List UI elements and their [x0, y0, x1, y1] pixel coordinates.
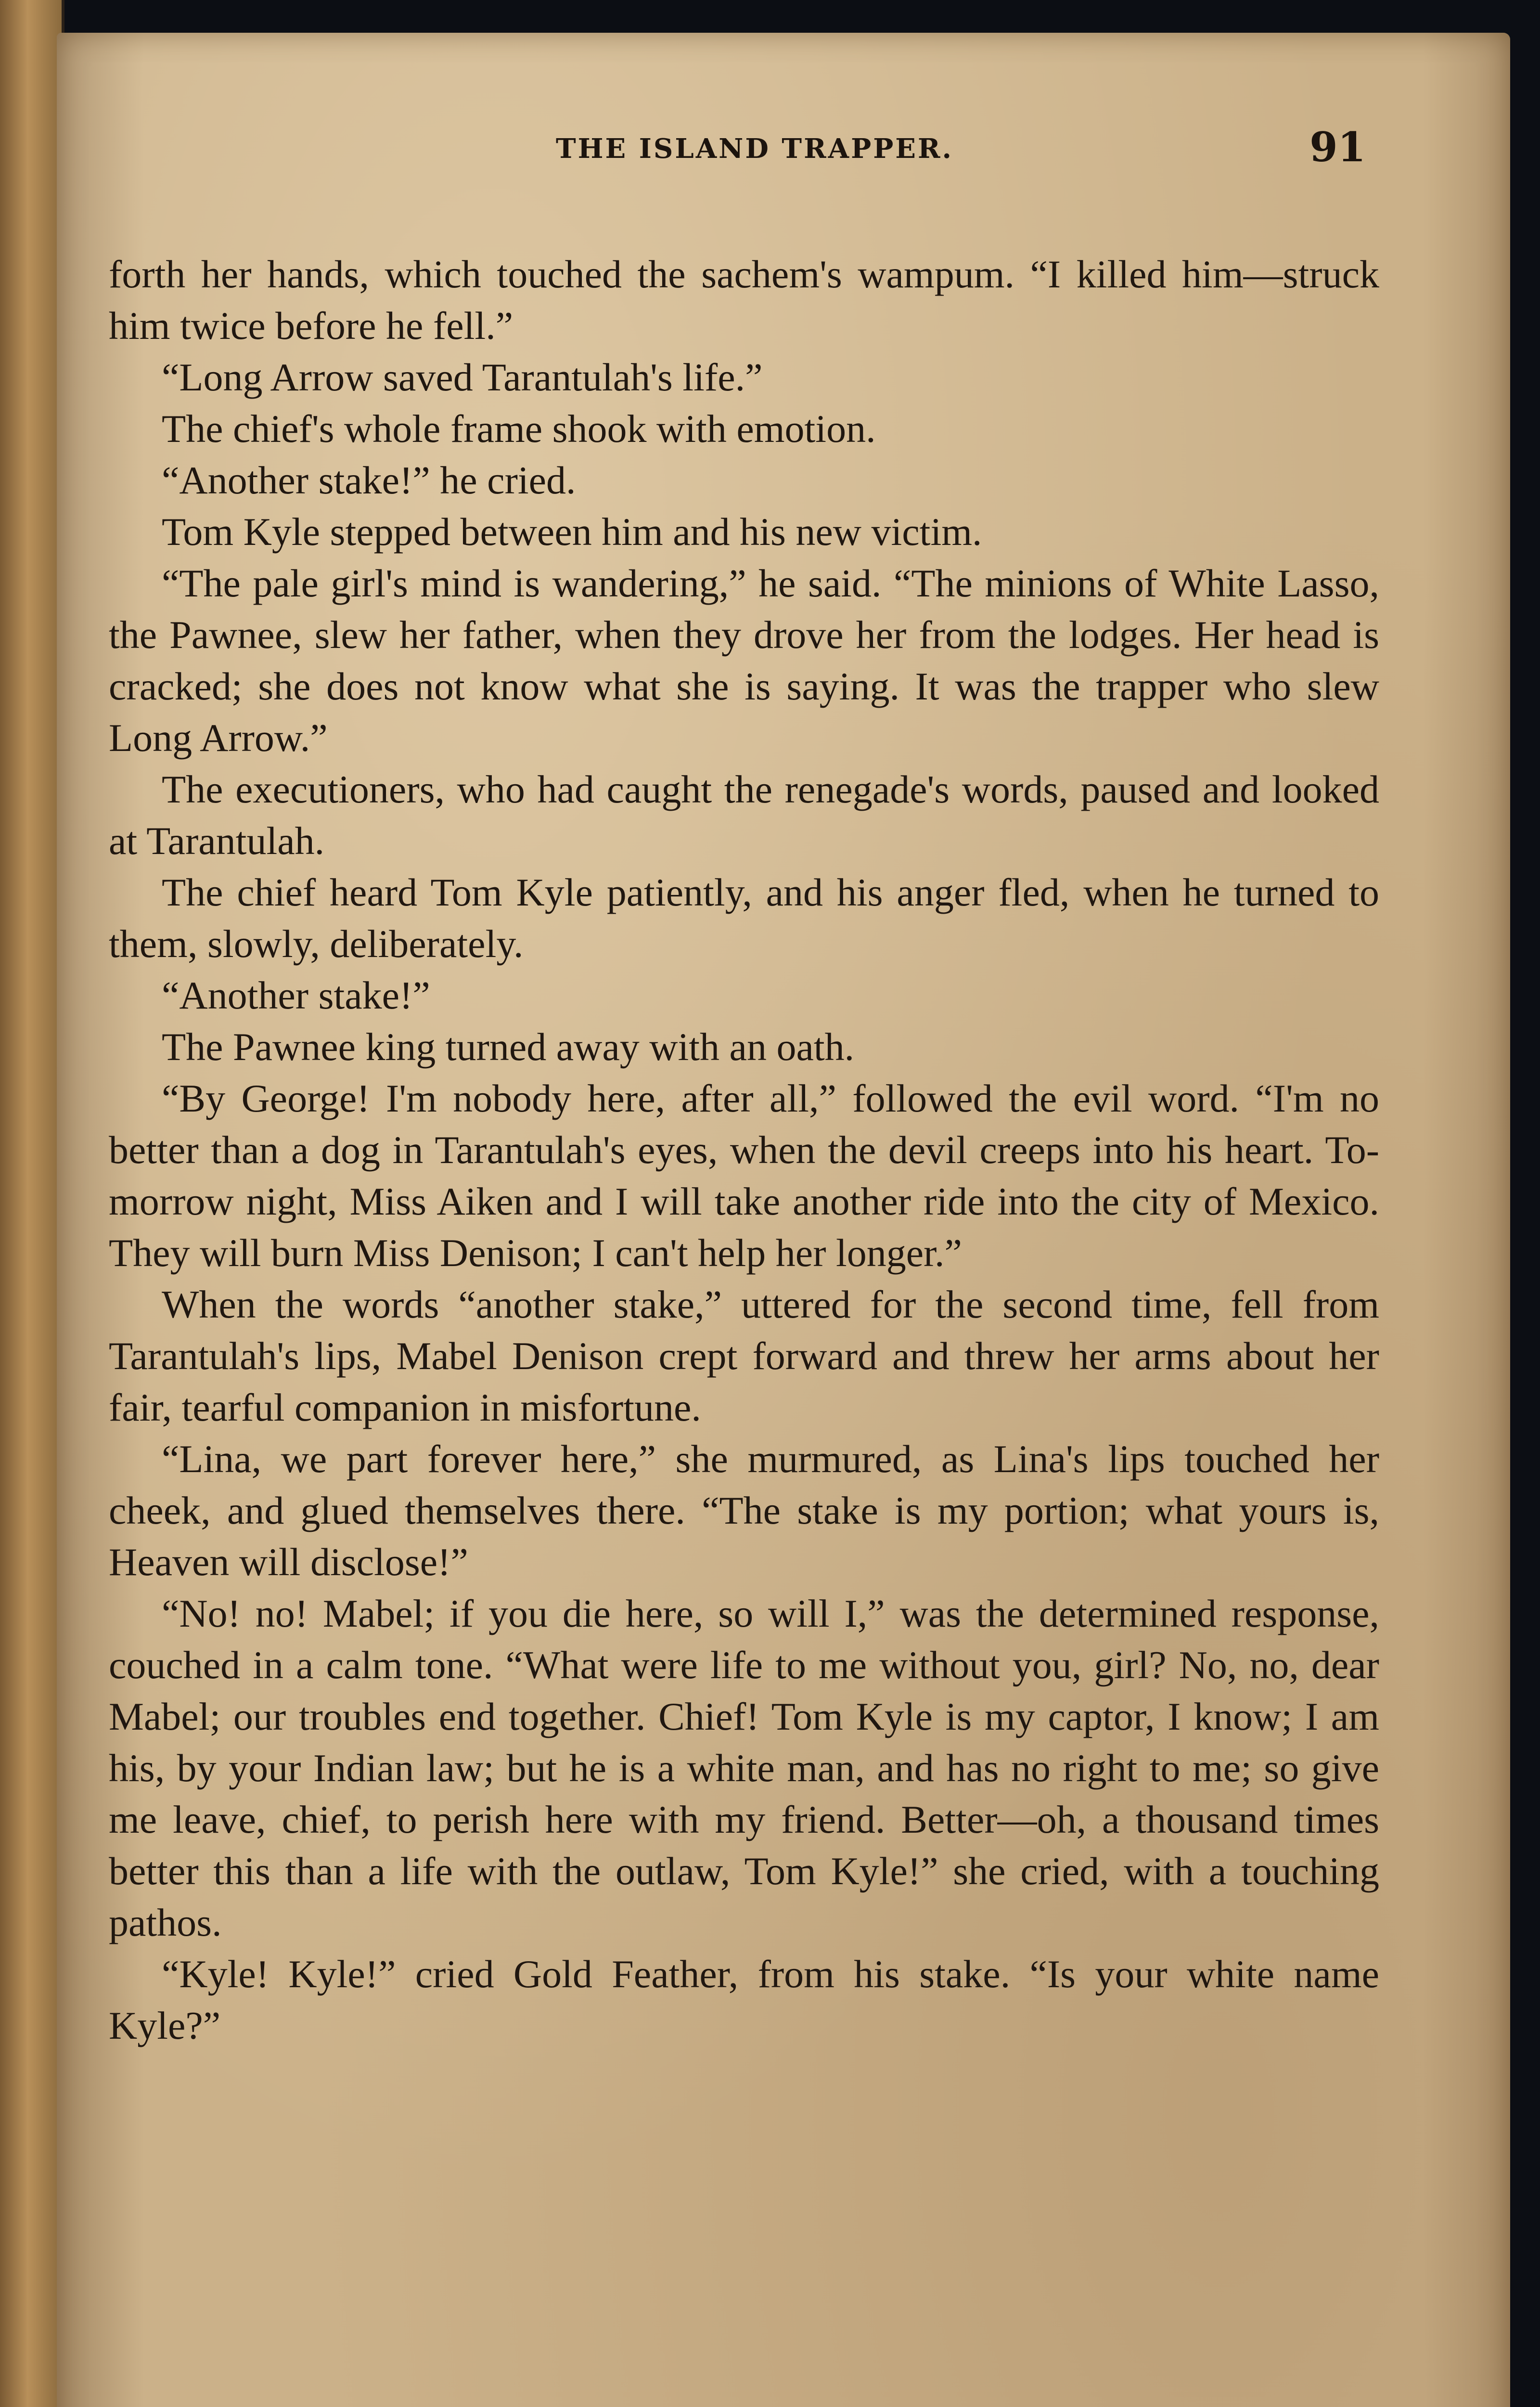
body-text — [109, 248, 1379, 2051]
paragraph: forth her hands, which touched the sachem's wampum. “I killed him—struck him twice before he fell.” — [109, 252, 1379, 348]
book-page — [57, 33, 1510, 2407]
page-number: 91 — [1309, 123, 1366, 171]
paragraph: The chief heard Tom Kyle patiently, and his anger fled, when he turned to them, slowly, deliberately. — [109, 870, 1379, 966]
paragraph: “Kyle! Kyle!” cried Gold Feather, from his stake. “Is your white name Kyle?” — [109, 1952, 1379, 2047]
running-title: THE ISLAND TRAPPER. — [555, 133, 954, 165]
paragraph: The chief's whole frame shook with emotion. — [162, 407, 876, 451]
paragraph: The Pawnee king turned away with an oath. — [162, 1025, 855, 1069]
paragraph: “By George! I'm nobody here, after all,” followed the evil word. “I'm no better than a dog in Tarantulah's eyes, when the devil creeps into his heart. To-morrow night, Miss Aiken and I will take another ride into the city of Mexico. They will burn Miss Denison; I can't help her longer.” — [109, 1076, 1379, 1275]
paragraph: “Another stake!” — [162, 973, 430, 1017]
paragraph: The executioners, who had caught the renegade's words, paused and looked at Tarantulah. — [109, 767, 1379, 863]
paragraph: “Lina, we part forever here,” she murmured, as Lina's lips touched her cheek, and glued themselves there. “The stake is my portion; what yours is, Heaven will disclose!” — [109, 1437, 1379, 1584]
paragraph: “No! no! Mabel; if you die here, so will I,” was the determined response, couched in a calm tone. “What were life to me without you, girl? No, no, dear Mabel; our troubles end together. Chief! Tom Kyle is my captor, I know; I am his, by your Indian law; but he is a white man, and has no right to me; so give me leave, chief, to perish here with my friend. Better—oh, a thousand times better this than a life with the outlaw, Tom Kyle!” she cried, with a touching pathos. — [109, 1592, 1379, 1944]
paragraph: Tom Kyle stepped between him and his new victim. — [162, 510, 982, 554]
paragraph: “The pale girl's mind is wandering,” he said. “The minions of White Lasso, the Pawnee, slew her father, when they drove her from the lodges. Her head is cracked; she does not know what she is saying. It was the trapper who slew Long Arrow.” — [109, 561, 1379, 760]
paragraph: “Another stake!” he cried. — [162, 458, 576, 502]
previous-page-edge — [0, 0, 64, 2407]
paragraph: “Long Arrow saved Tarantulah's life.” — [162, 355, 763, 399]
paragraph: When the words “another stake,” uttered for the second time, fell from Tarantulah's lips, Mabel Denison crept forward and threw her arms about her fair, tearful companion in misfortune. — [109, 1282, 1379, 1429]
running-head — [57, 123, 1510, 181]
